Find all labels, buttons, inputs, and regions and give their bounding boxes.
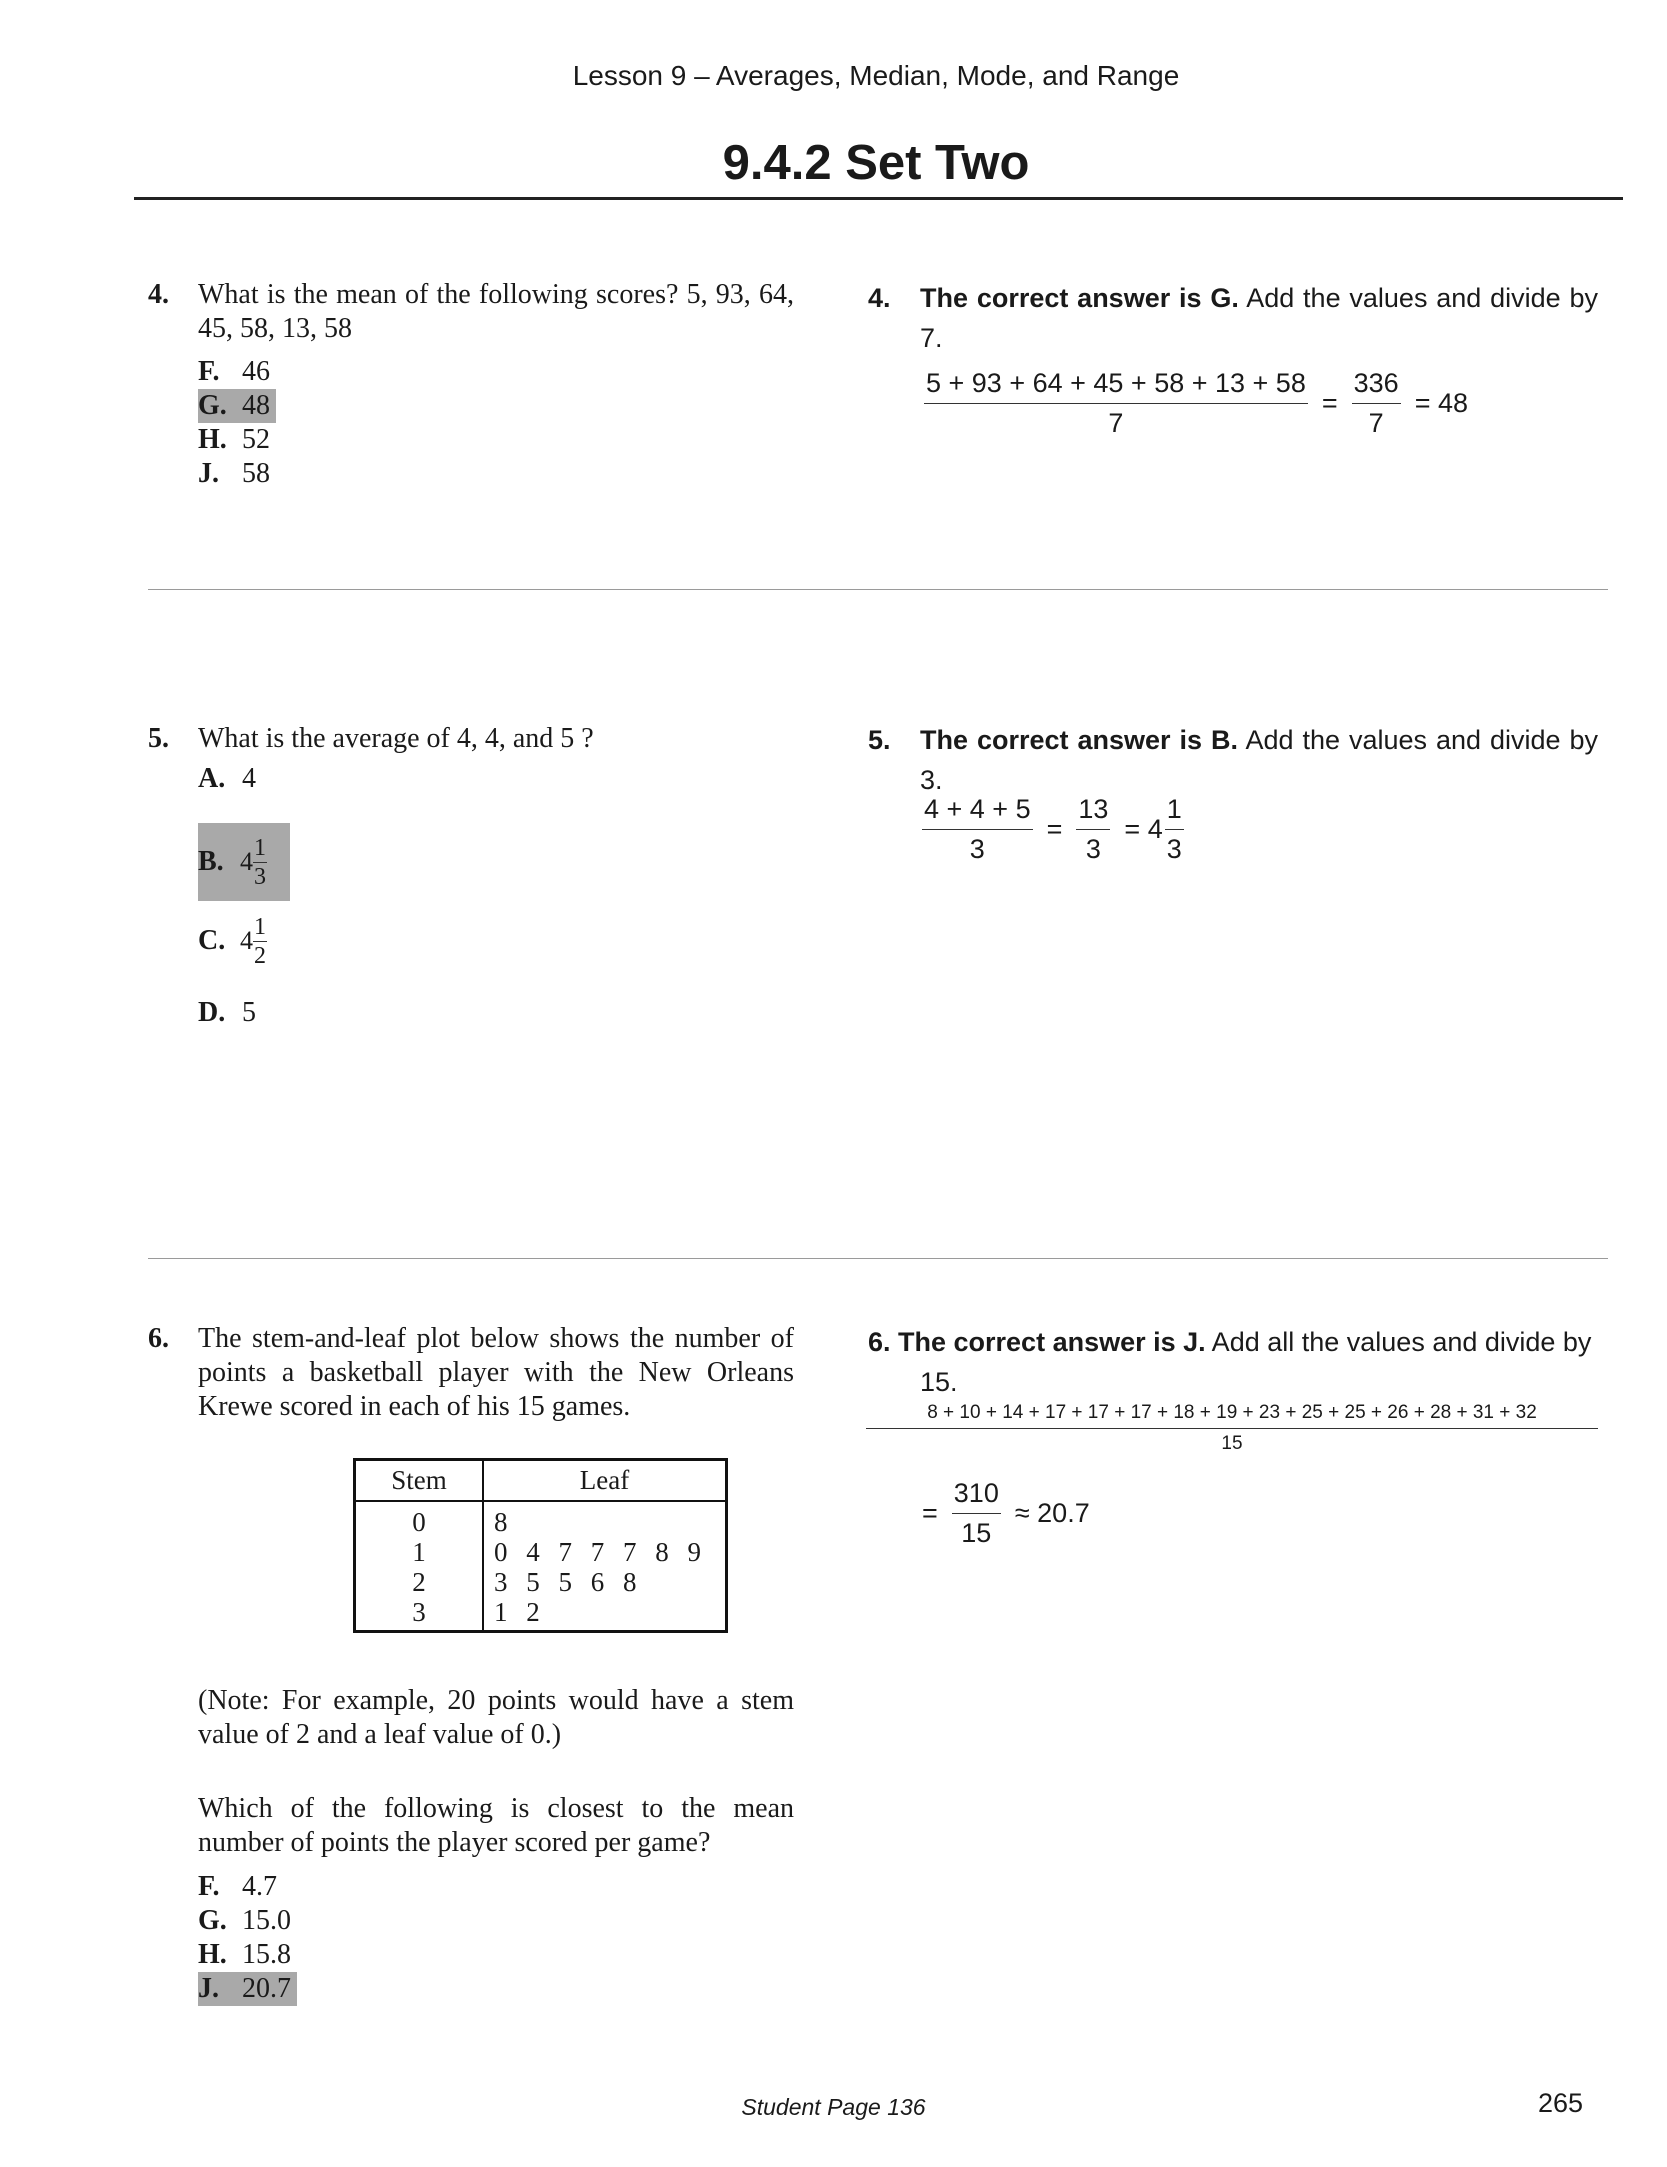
leaf-values: 3 5 5 6 8 xyxy=(494,1567,643,1597)
question-4-options xyxy=(198,355,276,491)
leaf-values: 1 2 xyxy=(494,1597,546,1627)
section-divider xyxy=(148,1258,1608,1259)
question-6-note: (Note: For example, 20 points would have a stem value of 2 and a leaf value of 0.) xyxy=(198,1685,794,1750)
answer-4-text: Add the values and divide by 7. xyxy=(920,283,1598,353)
student-page-label: Student Page 136 xyxy=(741,2094,926,2120)
answer-5-bold: The correct answer is B. xyxy=(920,725,1238,755)
stem-header: Stem xyxy=(356,1461,483,1501)
question-6-text: The stem-and-leaf plot below shows the number of points a basketball player with the New Orleans Krewe scored in each of his 15 games. xyxy=(198,1323,794,1422)
option-f[interactable]: F. 4.7 xyxy=(198,1871,277,1902)
sum-denominator: 15 xyxy=(1221,1433,1243,1454)
section-divider xyxy=(148,589,1608,590)
leaf-values: 8 xyxy=(494,1507,514,1537)
option-j-correct[interactable]: J. 20.7 xyxy=(198,1972,297,2006)
question-6-options xyxy=(198,1870,297,2006)
page-title: 9.4.2 Set Two xyxy=(722,136,1030,190)
question-4-text: What is the mean of the following scores? 5, 93, 64, 45, 58, 13, 58 xyxy=(198,279,794,344)
option-d[interactable]: D. 5 xyxy=(198,997,256,1028)
page-number: 265 xyxy=(1538,2088,1584,2118)
stem-value: 3 xyxy=(356,1597,483,1630)
option-j[interactable]: J. 58 xyxy=(198,458,270,489)
title-rule xyxy=(134,197,1623,200)
option-h[interactable]: H. 15.8 xyxy=(198,1939,291,1970)
answer-5: 5. The correct answer is B. Add the values and divide by 3. xyxy=(868,725,1598,795)
option-f[interactable]: F. 46 xyxy=(198,356,270,387)
option-b-correct[interactable]: B. 4 $\frac{1}{3}$ xyxy=(198,823,290,901)
stem-value: 2 xyxy=(356,1567,483,1597)
stem-value: 0 xyxy=(356,1501,483,1537)
leaf-header: Leaf xyxy=(483,1461,725,1501)
question-4-number: 4. xyxy=(148,279,169,310)
lesson-header: Lesson 9 – Averages, Median, Mode, and Range xyxy=(572,60,1180,91)
option-g-correct[interactable]: G. 48 xyxy=(198,389,276,423)
answer-6-text: Add all the values and divide by 15. xyxy=(920,1327,1592,1397)
answer-6-equation: = $\frac{310}{15}$ ≈ 20.7 xyxy=(922,1478,1090,1548)
question-4 xyxy=(148,278,794,346)
answer-4-bold: The correct answer is G. xyxy=(920,283,1239,313)
answer-6-bold: 6. The correct answer is J. xyxy=(868,1327,1206,1357)
option-g[interactable]: G. 15.0 xyxy=(198,1905,291,1936)
answer-6 xyxy=(868,1322,1598,1402)
stem-leaf-plot xyxy=(353,1458,728,1633)
question-6-prompt: Which of the following is closest to the mean number of points the player scored per game? xyxy=(198,1793,794,1858)
answer-6-sum-fraction xyxy=(866,1402,1598,1455)
question-5: 5. What is the average of 4, 4, and 5 ? xyxy=(148,722,794,756)
answer-5-equation: $\frac{4 + 4 + 5}{3}$ = $\frac{13}{3}$ = 4 $\frac{1}{3}$ xyxy=(924,794,1182,864)
answer-4-equation: $\frac{5 + 93 + 64 + 45 + 58 + 13 + 58}{7}$ = $\frac{336}{7}$ = 48 xyxy=(926,368,1468,438)
answer-5-text: Add the values and divide by 3. xyxy=(920,725,1598,795)
leaf-values: 0 4 7 7 7 8 9 xyxy=(494,1537,707,1567)
option-a[interactable]: A. 4 xyxy=(198,763,256,794)
sum-numerator: 8 + 10 + 14 + 17 + 17 + 17 + 18 + 19 + 23 + 25 + 25 + 26 + 28 + 31 + 32 xyxy=(866,1402,1598,1429)
stem-value: 1 xyxy=(356,1537,483,1567)
question-5-text: What is the average of 4, 4, and 5 ? xyxy=(198,723,594,754)
option-c[interactable]: C. 4 $\frac{1}{2}$ xyxy=(198,913,266,969)
question-6: 6. The stem-and-leaf plot below shows the number of points a basketball player with the New Orleans Krewe scored in each of his 15 games. xyxy=(148,1323,794,1422)
answer-4: 4. The correct answer is G. Add the values and divide by 7. xyxy=(868,283,1598,353)
option-h[interactable]: H. 52 xyxy=(198,424,270,455)
